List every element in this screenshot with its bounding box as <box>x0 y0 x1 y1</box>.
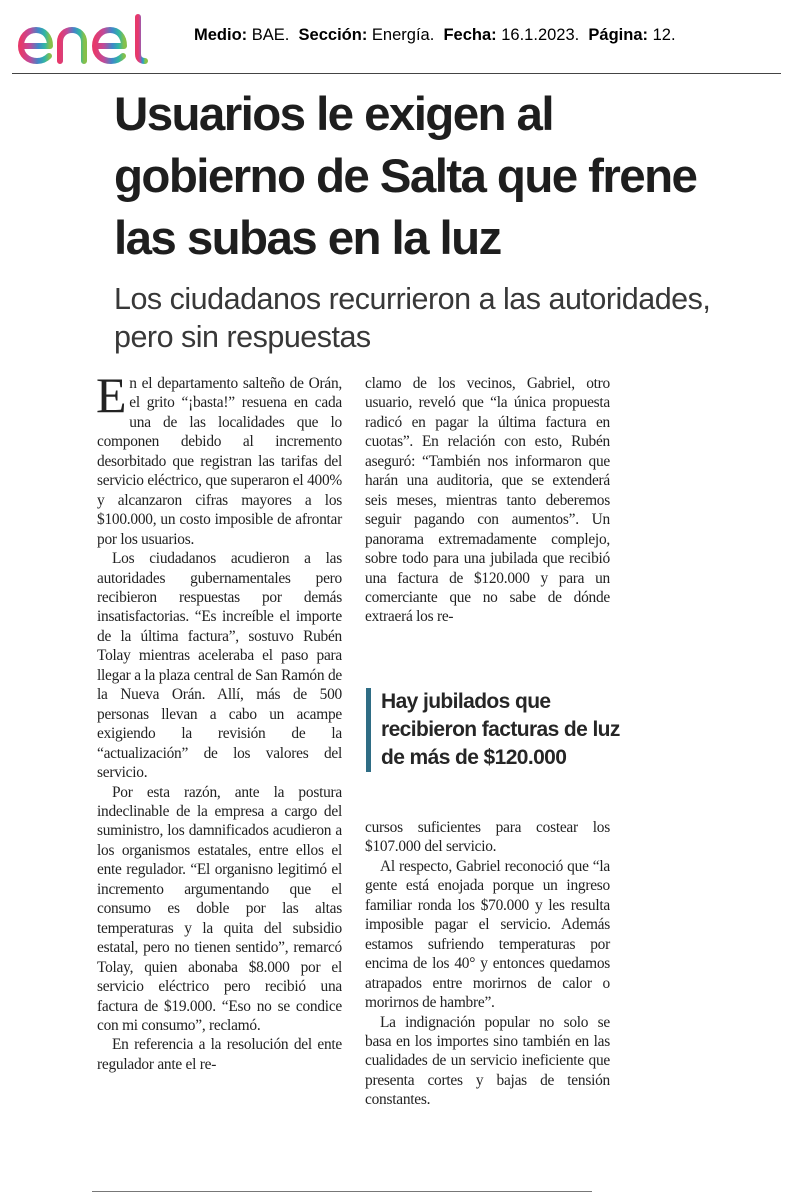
paragraph: La indignación popular no solo se basa en los importes sino también en las cualidades de un servicio ineficiente que presenta cortes y bajas de tensión constantes. <box>365 1013 610 1109</box>
pull-quote <box>366 688 621 772</box>
medio-value: BAE. <box>251 26 290 44</box>
paragraph <box>96 367 342 549</box>
seccion-label: Sección: <box>298 26 368 44</box>
pagina-label: Página: <box>588 26 649 44</box>
fecha-label: Fecha: <box>443 26 497 44</box>
paragraph: Al respecto, Gabriel reconoció que “la gente está enojada porque un ingreso familiar ronda los $70.000 y les resulta imposible pagar el servicio. Además estamos sufriendo temperaturas por encima de los 40° y entonces quedamos atrapados entre morirnos de calor o morirnos de hambre”. <box>365 857 610 1012</box>
paragraph: En referencia a la resolución del ente regulador ante el re- <box>97 1036 342 1073</box>
article-column-1 <box>96 367 342 1074</box>
paragraph: clamo de los vecinos, Gabriel, otro usuario, reveló que “la única propuesta radicó en pagar la última factura en cuotas”. En relación con esto, Rubén aseguró: “También nos informaron que harán una auditoria, que se extenderá seis meses, mientras tanto deberemos seguir pagando con aumentos”. Un panorama extremadamente complejo, sobre todo para una jubilada que recibió una factura de $120.000 y para un comerciante que no sabe de dónde extraerá los re- <box>365 375 610 626</box>
enel-logo <box>14 12 170 68</box>
article-column-2-bottom <box>365 818 610 1110</box>
medio-label: Medio: <box>194 26 248 44</box>
footer-divider <box>92 1191 592 1192</box>
drop-cap: E <box>96 367 127 423</box>
paragraph: cursos suficientes para costear los $107.000 del servicio. <box>365 819 610 856</box>
article-column-2-top <box>365 374 610 627</box>
paragraph-text: n el departamento salteño de Orán, el grito “¡basta!” resuena en cada una de las localidades que lo componen debido al incremento desorbitado que registran las tarifas del servicio eléctrico, que superaron el 400% y alcanzaron cifras mayores a los $100.000, un costo imposible de afrontar por los usuarios. <box>97 375 342 548</box>
article-subheadline: Los ciudadanos recurrieron a las autoridades, pero sin respuestas <box>114 282 711 354</box>
pagina-value: 12. <box>652 26 676 44</box>
seccion-value: Energía. <box>371 26 435 44</box>
press-clipping-metadata <box>194 26 676 45</box>
header-divider <box>12 73 781 74</box>
article-headline: Usuarios le exigen al gobierno de Salta que frene las subas en la luz <box>114 88 697 265</box>
paragraph: Los ciudadanos acudieron a las autoridades gubernamentales pero recibieron respuestas por demás insatisfactorias. “Es increíble el importe de la última factura”, sostuvo Rubén Tolay mientras aceleraba el paso para llegar a la plaza central de San Ramón de la Nueva Orán. Allí, más de 500 personas llevan a cabo un acampe exigiendo la revisión de la “actualización” de los valores del servicio. <box>97 550 342 782</box>
paragraph: Por esta razón, ante la postura indeclinable de la empresa a cargo del suministro, los damnificados acudieron a los organismos estatales, entre ellos el ente regulador. “El organisno legitimó el incremento argumentando que el consumo es doble por las altas temperaturas y la quita del subsidio estatal, pero no tienen sentido”, remarcó Tolay, quien abonaba $8.000 por el servicio eléctrico pero recibió una factura de $19.000. “Eso no se condice con mi consumo”, reclamó. <box>97 783 342 1034</box>
fecha-value: 16.1.2023. <box>501 26 580 44</box>
pull-quote-text: Hay jubilados que recibieron facturas de luz de más de $120.000 <box>381 690 620 769</box>
